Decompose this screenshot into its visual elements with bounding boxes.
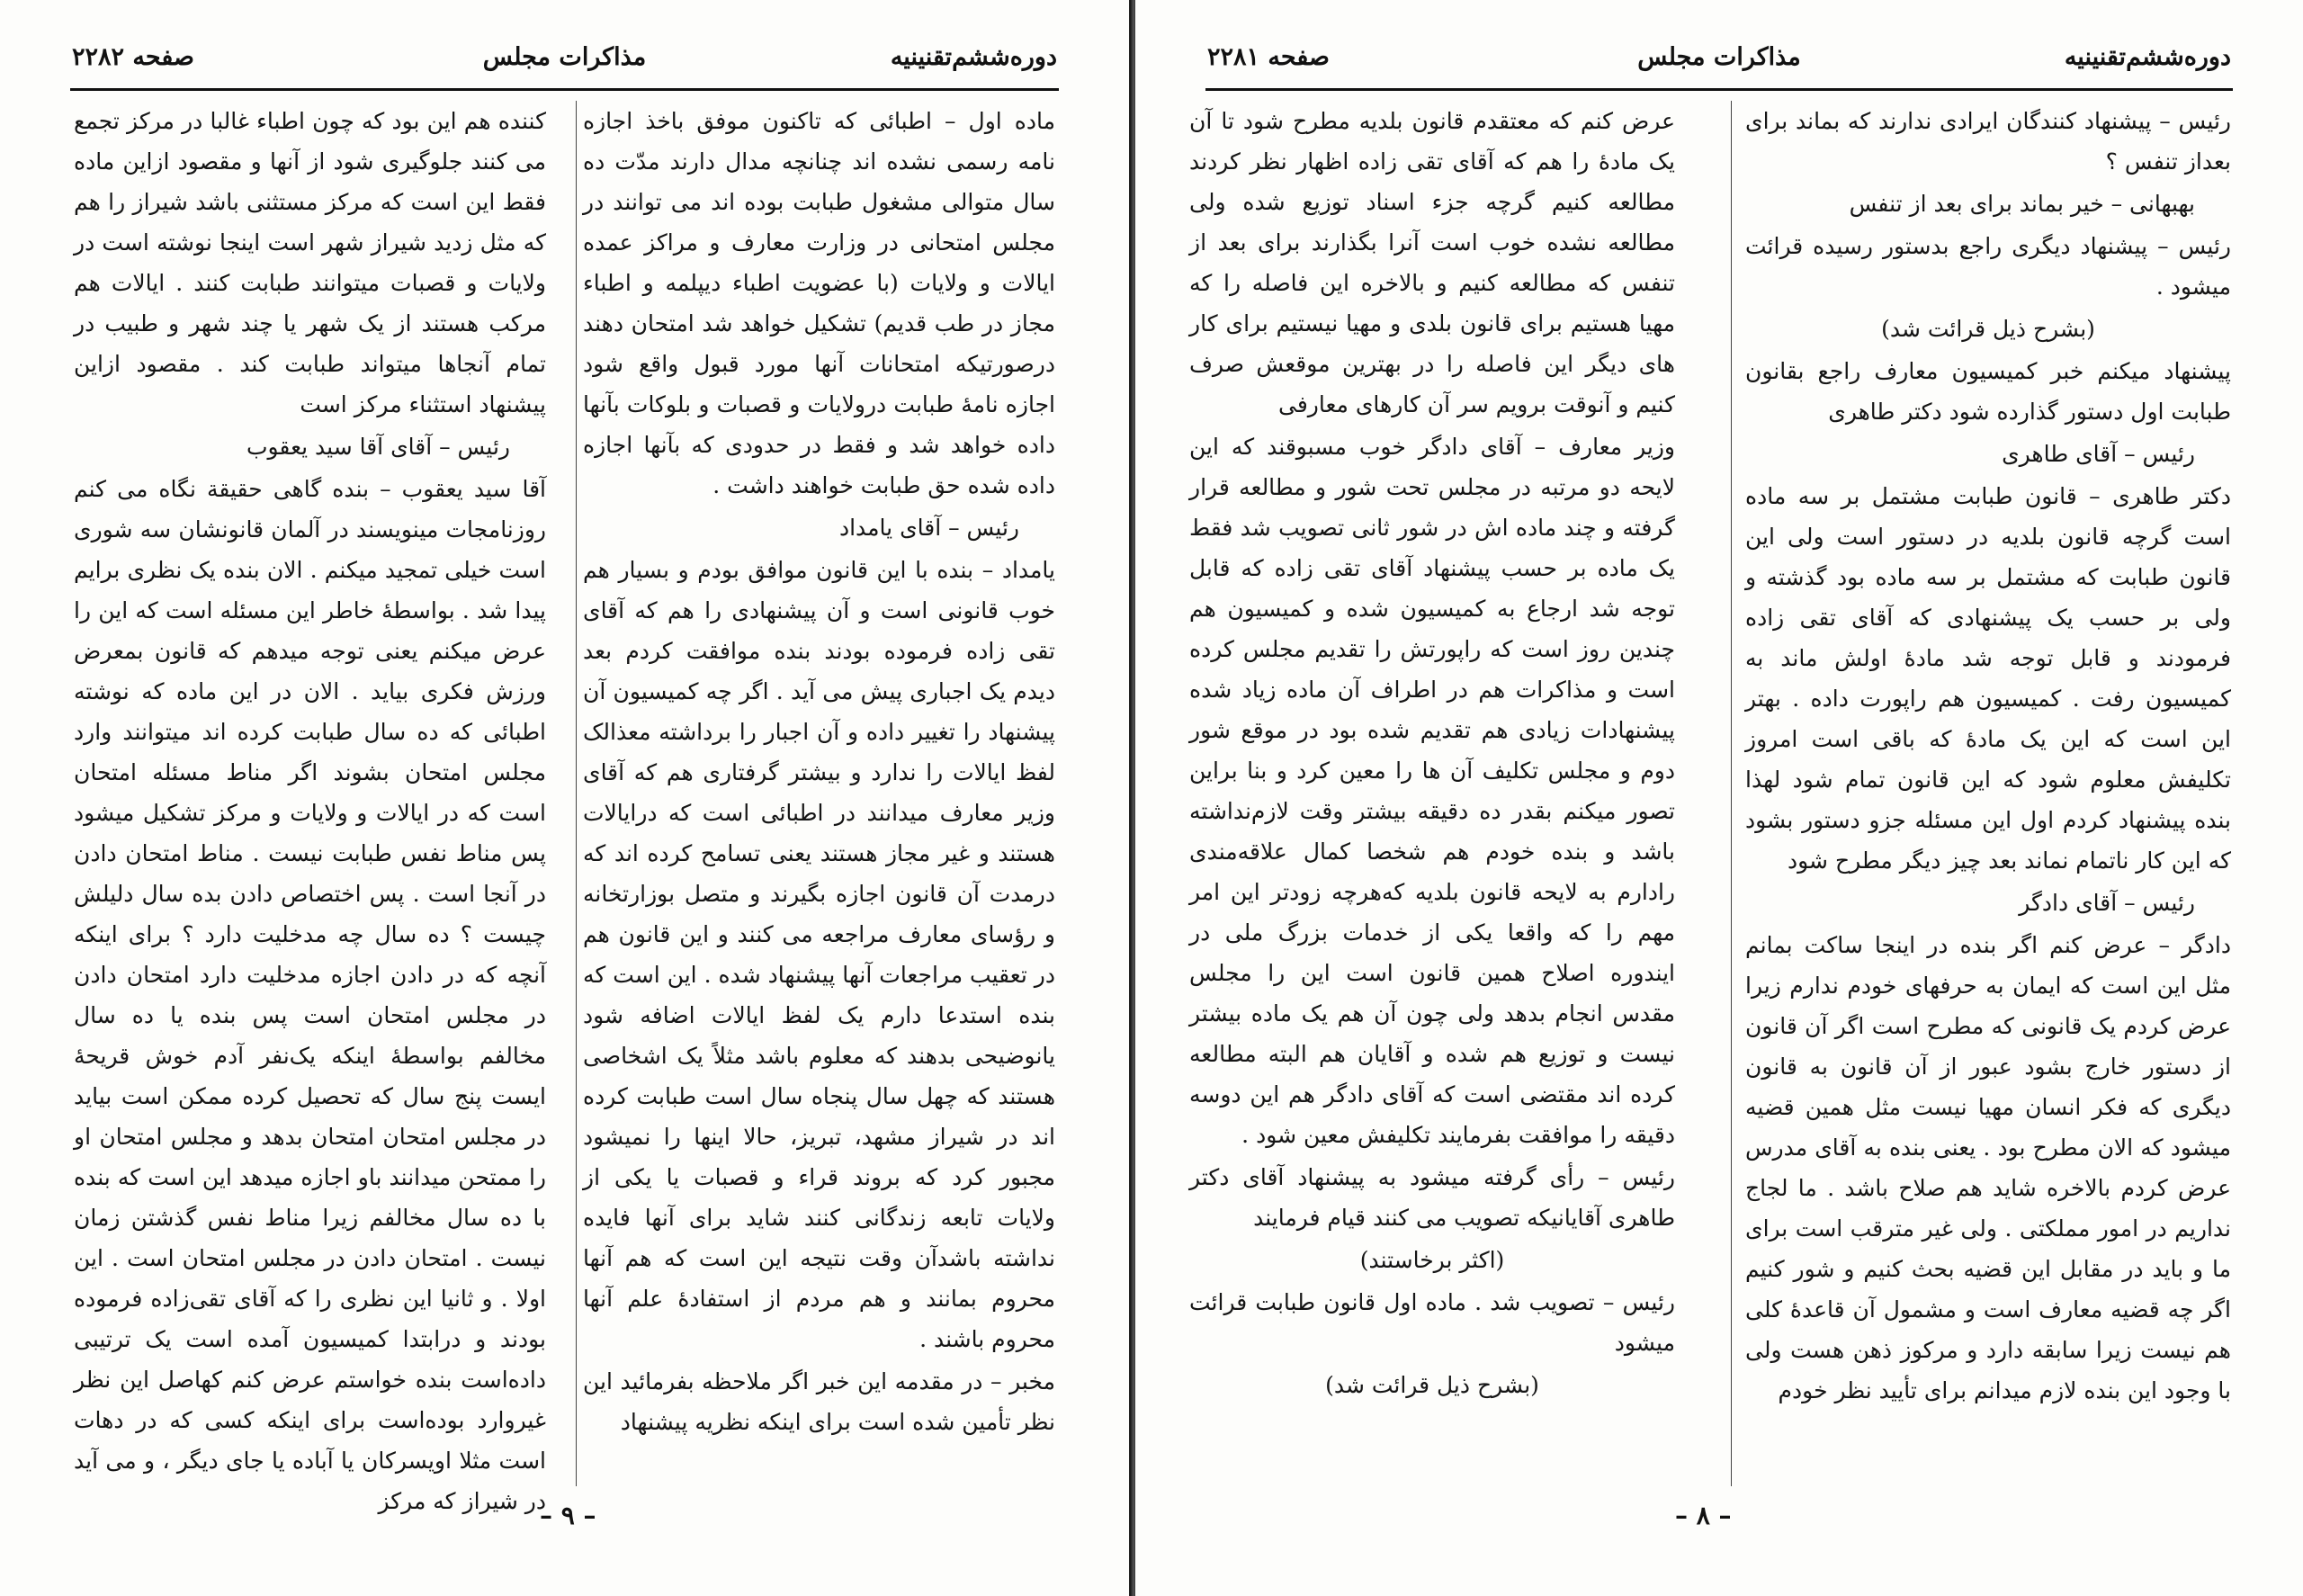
paragraph: یامداد – بنده با این قانون موافق بودم و بسیار هم خوب قانونی است و آن پیشنهادی را هم که آقای تقی زاده فرموده بودند بنده موافقت کردم بعد دیدم یک اجباری پیش می آید . اگر چه کمیسیون آن پیشنهاد را تغییر داده و آن اجبار را برداشته معذالک لفظ ایالات را ندارد و بیشتر گرفتاری هم که آقای وزیر معارف میدانند در اطبائی است که درایالات هستند و غیر مجاز هستند یعنی تسامح کرده اند که درمدت آن قانون اجازه بگیرند و متصل بوزارتخانه و رؤسای معارف مراجعه می کنند و این قانون هم در تعقیب مراجعات آنها پیشنهاد شده . این است که بنده استدعا دارم یک لفظ ایالات اضافه شود یانوضیحی بدهند که معلوم باشد مثلاً یک اشخاصی هستند که چهل سال پنجاه سال است طبابت کرده اند در شیراز مشهد، تبریز، حالا اینها را نمیشود مجبور کرد که بروند قراء و قصبات یا یکی از ولایات تابعه زندگانی کنند شاید برای آنها فایده نداشته باشدآن وقت نتیجه این است که هم آنها محروم بمانند و هم مردم از استفادهٔ علم آنها محروم باشند .	[583, 557, 1055, 1352]
paragraph: آقا سید یعقوب – بنده گاهی حقیقة نگاه می کنم روزنامجات مینویسند در آلمان قانونشان سه شوری است خیلی تمجید میکنم . الان بنده یک نظری برایم پیدا شد . بواسطهٔ خاطر این مسئله است که این را عرض میکنم یعنی توجه میدهم که قانون بمعرض ورزش فکری بیاید . الان در این ماده که نوشته اطبائی که ده سال طبابت کرده اند میتوانند وارد مجلس امتحان بشوند اگر مناط مسئله امتحان است که در ایالات و ولایات و مرکز تشکیل میشود پس مناط نفس طبابت نیست . مناط امتحان دادن در آنجا است . پس اختصاص دادن بده سال دلیلش چیست ؟ ده سال چه مدخلیت دارد ؟ برای اینکه آنچه که در دادن اجازه مدخلیت دارد امتحان دادن در مجلس امتحان است پس بنده یا ده سال مخالفم بواسطهٔ اینکه یک‌نفر آدم خوش قریحهٔ ایست پنج سال که تحصیل کرده ممکن است بیاید در مجلس امتحان امتحان بدهد و مجلس امتحان او را ممتحن میدانند باو اجازه میدهد این است که بنده با ده سال مخالفم زیرا مناط نفس گذشتن زمان نیست . امتحان دادن در مجلس امتحان است . این اولا . و ثانیا این نظری را که آقای تقی‌زاده فرموده بودند و درابتدا کمیسیون آمده است یک ترتیبی داده‌است بنده خواستم عرض کنم کهاصل این نظر غیروارد بوده‌است برای اینکه کسی که در دهات است مثلا اویسرکان یا آباده یا جای دیگر ، و می آید در شیراز که مرکز	[74, 476, 546, 1514]
paragraph: وزیر معارف – آقای دادگر خوب مسبوقند که این لایحه دو مرتبه در مجلس تحت شور و مطالعه قرار گرفته و چند ماده اش در شور ثانی تصویب شد فقط یک ماده بر حسب پیشنهاد آقای تقی زاده که قابل توجه شد ارجاع به کمیسیون شده و کمیسیون هم چندین روز است که راپورتش را تقدیم مجلس کرده است و مذاکرات هم در اطراف آن ماده زیاد شده پیشنهادات زیادی هم تقدیم شده بود در موقع شور دوم و مجلس تکلیف آن ها را معین کرد و بنا براین تصور میکنم بقدر ده دقیقه بیشتر وقت لازم‌نداشته باشد و بنده خودم هم شخصا کمال علاقه‌مندی رادارم به لایحه قانون بلدیه که‌هرچه زودتر این امر مهم را که واقعا یکی از خدمات بزرگ ملی در ایندوره اصلاح همین قانون است این را مجلس مقدس انجام بدهد ولی چون آن هم یک ماده بیشتر نیست و توزیع هم شده و آقایان هم البته مطالعه کرده اند مقتضی است که آقای دادگر هم این دوسه دقیقه را موافقت بفرمایند تکلیفش معین شود .	[1189, 434, 1675, 1148]
paragraph: رئیس – پیشنهاد کنندگان ایرادی ندارند که بماند برای بعداز تنفس ؟	[1745, 108, 2231, 175]
reading-note: (بشرح ذیل قرائت شد)	[1881, 316, 2095, 342]
right-page-header	[1207, 43, 2231, 88]
paragraph: رئیس – رأی گرفته میشود به پیشنهاد آقای دکتر طاهری آقایانیکه تصویب می کنند قیام فرمایند	[1189, 1164, 1675, 1231]
paragraph: رئیس – پیشنهاد دیگری راجع بدستور رسیده قرائت میشود .	[1745, 233, 2231, 300]
paragraph: ماده اول – اطبائی که تاکنون موفق باخذ اجازه نامه رسمی نشده اند چنانچه مدال دارند مدّت ده سال متوالی مشغول طبابت بوده اند می توانند در مجلس امتحانی در وزارت معارف و مراکز عمده ایالات و ولایات (با عضویت اطباء دیپلمه و اطباء مجاز در طب قدیم) تشکیل خواهد شد امتحان دهند درصورتیکه امتحانات آنها مورد قبول واقع شود اجازه نامهٔ طبابت درولایات و قصبات و بلوکات بآنها داده خواهد شد و فقط در حدودی که بآنها اجازه داده شده حق طبابت خواهند داشت .	[583, 108, 1055, 498]
speaker-line: بهبهانی – خیر بماند برای بعد از تنفس	[1849, 191, 2195, 217]
session-title: دوره‌ششم‌تقنینیه	[2064, 43, 2231, 71]
speaker-line: رئیس – آقای طاهری	[2002, 441, 2195, 467]
right-page	[1135, 0, 2303, 1596]
right-page-left-column	[1189, 101, 1675, 1486]
speaker-line: رئیس – آقای یامداد	[838, 515, 1019, 541]
speaker-line: رئیس – آقای دادگر	[2019, 890, 2195, 916]
paragraph: پیشنهاد میکنم خبر کمیسیون معارف راجع بقانون طبابت اول دستور گذارده شود دکتر طاهری	[1745, 358, 2231, 425]
paragraph: مخبر – در مقدمه این خبر اگر ملاحظه بفرمائید این نظر تأمین شده است برای اینکه نظریه پیشنهاد	[583, 1368, 1055, 1435]
publication-title: مذاکرات مجلس	[1637, 43, 1801, 71]
left-page-left-column	[74, 101, 546, 1514]
page-number-label: صفحه ۲۲۸۱	[1207, 43, 1330, 71]
page-footer-number: – ۹ –	[540, 1501, 596, 1530]
header-rule	[1205, 88, 2233, 91]
header-rule	[70, 88, 1059, 91]
speaker-line: رئیس – آقای آقا سید یعقوب	[246, 434, 510, 460]
paragraph: دادگر – عرض کنم اگر بنده در اینجا ساکت بمانم مثل این است که ایمان به حرفهای خودم ندارم زیرا عرض کردم یک قانونی که مطرح است اگر آن قانون از دستور خارج بشود عبور از آن قانون به قانون دیگری که فکر انسان مهیا نیست مثل همین قضیه میشود که الان مطرح بود . یعنی بنده به آقای مدرس عرض کردم بالاخره شاید هم صلاح باشد . ما لجاج نداریم در امور مملکتی . ولی غیر مترقب است برای ما و باید در مقابل این قضیه بحث کنیم و شور کنیم اگر چه قضیه معارف است و مشمول آن قاعدهٔ کلی هم نیست زیرا سابقه دارد و مرکوز ذهن هست ولی با وجود این بنده لازم میدانم برای تأیید نظر خودم	[1745, 932, 2231, 1403]
reading-note: (بشرح ذیل قرائت شد)	[1325, 1372, 1539, 1398]
page-number-label: صفحه ۲۲۸۲	[72, 43, 194, 71]
column-divider	[1731, 101, 1732, 1486]
publication-title: مذاکرات مجلس	[482, 43, 647, 71]
paragraph: دکتر طاهری – قانون طبابت مشتمل بر سه ماده است گرچه قانون بلدیه در دستور است ولی این قانون طبابت که مشتمل بر سه ماده بود گذشته و ولی بر حسب یک پیشنهادی که آقای تقی زاده فرمودند و قابل توجه شد مادهٔ اولش ماند به کمیسیون رفت . کمیسیون هم راپورت داده . بهتر این است که این یک مادهٔ که باقی است امروز تکلیفش معلوم شود که این قانون تمام شود لهذا بنده پیشنهاد کردم اول این مسئله جزو دستور بشود که این کار ناتمام نماند بعد چیز دیگر مطرح شود	[1745, 483, 2231, 874]
paragraph: عرض کنم که معتقدم قانون بلدیه مطرح شود تا آن یک مادهٔ را هم که آقای تقی زاده اظهار نظر کردند مطالعه کنیم گرچه جزء اسناد توزیع شده ولی مطالعه نشده خوب است آنرا بگذارند برای بعد از تنفس که مطالعه کنیم و بالاخره این فاصله را که مهیا هستیم برای قانون بلدی و مهیا نیستیم برای کار های دیگر این فاصله را در بهترین موقعش صرف کنیم و آنوقت برویم سر آن کارهای معارفی	[1189, 108, 1675, 417]
session-title: دوره‌ششم‌تقنینیه	[890, 43, 1057, 71]
page-footer-number: – ۸ –	[1675, 1501, 1732, 1530]
left-page-header	[72, 43, 1057, 88]
left-page	[0, 0, 1132, 1596]
column-divider	[576, 101, 577, 1486]
vote-result-note: (اکثر برخاستند)	[1359, 1247, 1505, 1273]
left-page-right-column	[583, 101, 1055, 1486]
right-page-right-column	[1745, 101, 2231, 1486]
paragraph: کننده هم این بود که چون اطباء غالبا در مرکز تجمع می کنند جلوگیری شود از آنها و مقصود ازاین ماده فقط این است که مرکز مستثنی باشد شیراز را هم که مثل زدید شیراز شهر است اینجا نوشته است در ولایات و قصبات میتوانند طبابت کنند . ایالات هم مرکب هستند از یک شهر یا چند شهر و طبیب در تمام آنجاها میتواند طبابت کند . مقصود ازاین پیشنهاد استثناء مرکز است	[74, 108, 546, 417]
paragraph: رئیس – تصویب شد . ماده اول قانون طبابت قرائت میشود	[1189, 1289, 1675, 1356]
